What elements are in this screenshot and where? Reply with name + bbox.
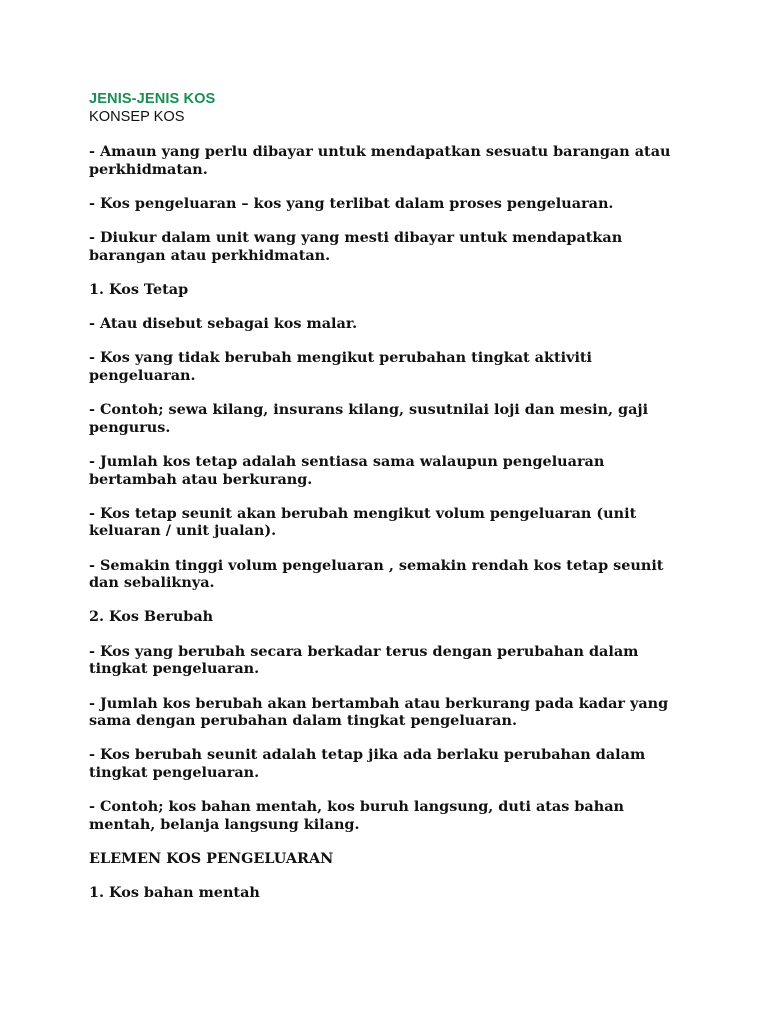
kos-tetap-point-3: - Contoh; sewa kilang, insurans kilang, susutnilai loji dan mesin, gaji pengurus. — [89, 401, 649, 436]
elemen-item-1: 1. Kos bahan mentah — [89, 884, 260, 902]
intro-paragraph-2: - Kos pengeluaran – kos yang terlibat dalam proses pengeluaran. — [89, 194, 614, 212]
kos-berubah-point-3: - Kos berubah seunit adalah tetap jika ada berlaku perubahan dalam tingkat pengeluaran. — [89, 746, 646, 781]
section-title-kos-berubah: 2. Kos Berubah — [89, 608, 214, 626]
kos-tetap-point-2: - Kos yang tidak berubah mengikut perubahan tingkat aktiviti pengeluaran. — [89, 349, 593, 384]
intro-paragraph-1: - Amaun yang perlu dibayar untuk mendapatkan sesuatu barangan atau perkhidmatan. — [89, 143, 671, 178]
document-title: JENIS-JENIS KOS — [89, 91, 216, 107]
section-title-elemen-kos: ELEMEN KOS PENGELUARAN — [89, 849, 334, 867]
kos-tetap-point-5: - Kos tetap seunit akan berubah mengikut volum pengeluaran (unit keluaran / unit jualan). — [89, 504, 637, 540]
document-subtitle: KONSEP KOS — [89, 109, 185, 125]
document-body — [89, 91, 689, 919]
kos-tetap-point-4: - Jumlah kos tetap adalah sentiasa sama walaupun pengeluaran bertambah atau berkurang. — [89, 453, 605, 488]
kos-tetap-point-6: - Semakin tinggi volum pengeluaran , semakin rendah kos tetap seunit dan sebaliknya. — [89, 556, 664, 592]
kos-berubah-point-2: - Jumlah kos berubah akan bertambah atau berkurang pada kadar yang sama dengan perubahan dalam tingkat pengeluaran. — [89, 694, 669, 730]
kos-tetap-point-1: - Atau disebut sebagai kos malar. — [89, 315, 358, 333]
kos-berubah-point-1: - Kos yang berubah secara berkadar terus dengan perubahan dalam tingkat pengeluaran. — [89, 642, 639, 678]
section-title-kos-tetap: 1. Kos Tetap — [89, 280, 189, 298]
kos-berubah-point-4: - Contoh; kos bahan mentah, kos buruh langsung, duti atas bahan mentah, belanja langsung kilang. — [89, 798, 624, 833]
intro-paragraph-3: - Diukur dalam unit wang yang mesti dibayar untuk mendapatkan barangan atau perkhidmatan. — [89, 229, 623, 264]
